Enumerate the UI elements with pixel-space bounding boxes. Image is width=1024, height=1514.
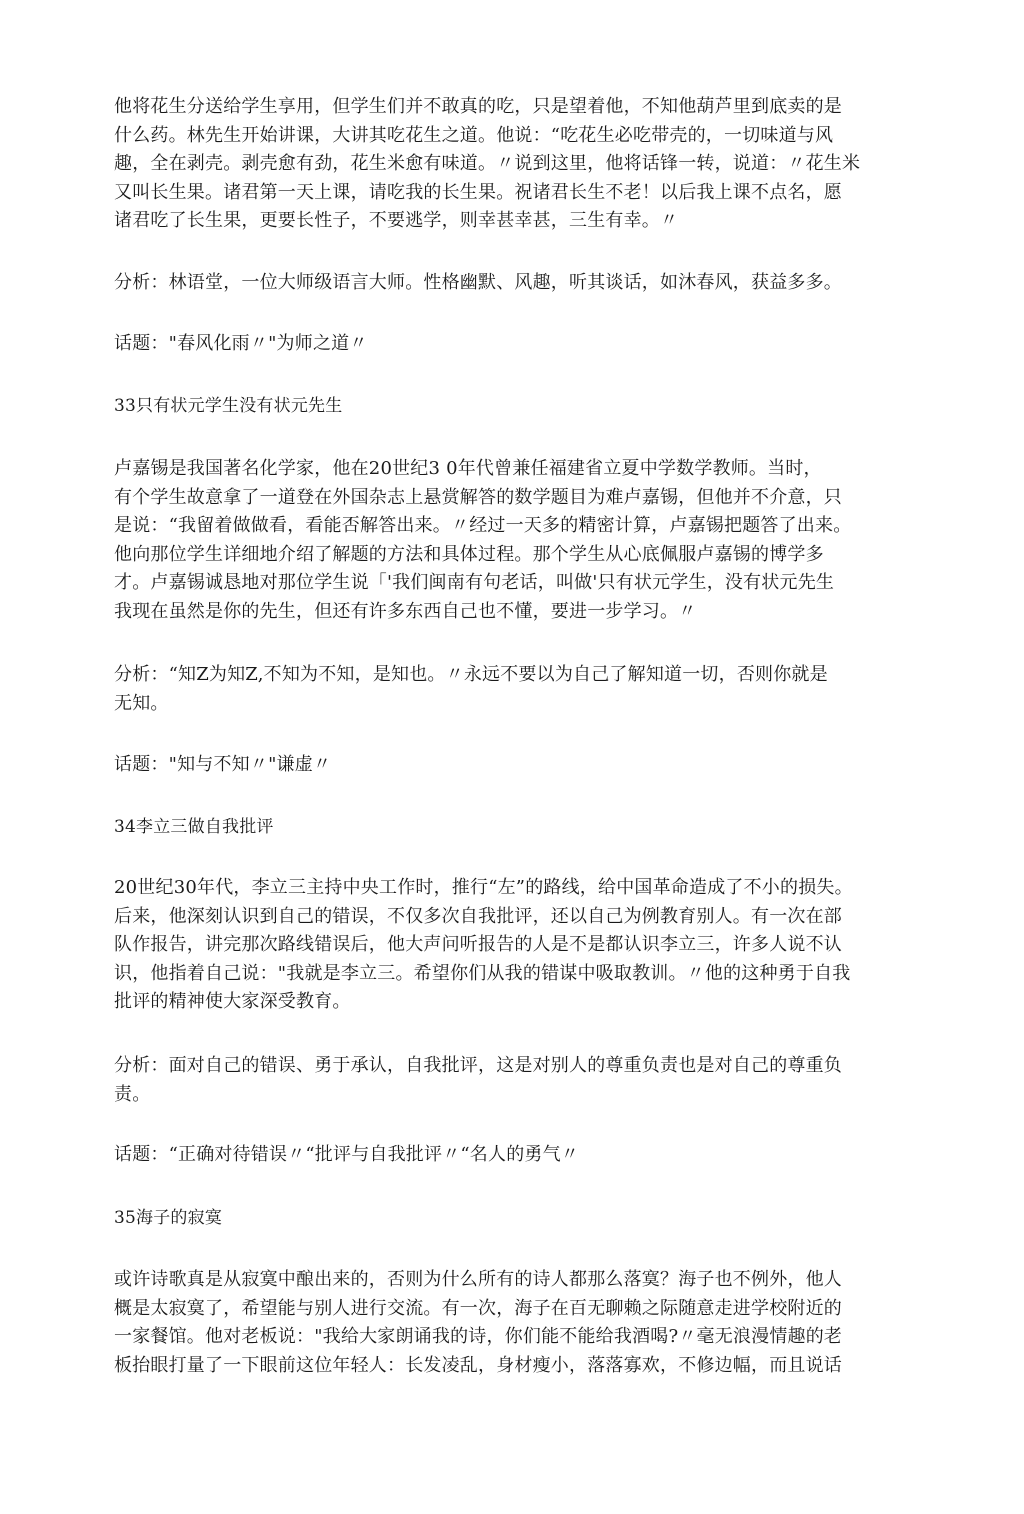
text-line: 才。卢嘉锡诚恳地对那位学生说「'我们闽南有句老话，叫做'只有状元学生，没有状元先生 xyxy=(114,572,835,593)
analysis-text: 分析：面对自己的错误、勇于承认，自我批评，这是对别人的尊重负责也是对自己的尊重负 xyxy=(114,1055,842,1076)
topic-line-lu-jiaxi xyxy=(114,751,904,780)
section-title: 34李立三做自我批评 xyxy=(114,817,274,837)
section-heading-33 xyxy=(114,392,904,421)
story-paragraph-lin-yutang xyxy=(114,93,904,236)
text-line: 他将花生分送给学生享用，但学生们并不敢真的吃，只是望着他，不知他葫芦里到底卖的是 xyxy=(114,96,842,117)
text-line: 板抬眼打量了一下眼前这位年轻人：长发凌乱，身材瘦小，落落寡欢，不修边幅，而且说话 xyxy=(114,1354,842,1376)
topic-line-li-lisan xyxy=(114,1141,904,1170)
analysis-paragraph-li-lisan xyxy=(114,1052,904,1109)
analysis-text: 责。 xyxy=(114,1083,151,1105)
analysis-paragraph-lin-yutang xyxy=(114,269,904,298)
analysis-text: 无知。 xyxy=(114,692,169,714)
text-line: 有个学生故意拿了一道登在外国杂志上悬赏解答的数学题目为难卢嘉锡，但他并不介意，只 xyxy=(114,486,842,508)
section-heading-35 xyxy=(114,1204,904,1233)
text-line: 诸君吃了长生果，更要长性子，不要逃学，则幸甚幸甚，三生有幸。〃 xyxy=(114,210,679,231)
text-line: 什么药。林先生开始讲课，大讲其吃花生之道。他说：“吃花生必吃带壳的，一切味道与风 xyxy=(114,124,834,146)
text-line: 卢嘉锡是我国著名化学家，他在20世纪3 0年代曾兼任福建省立夏中学数学教师。当时， xyxy=(114,458,822,479)
text-line: 趣，全在剥壳。剥壳愈有劲，花生米愈有味道。〃说到这里，他将话锋一转，说道：〃花生米 xyxy=(114,153,861,174)
story-paragraph-haizi xyxy=(114,1266,904,1380)
text-line: 20世纪30年代，李立三主持中央工作时，推行“左”的路线，给中国革命造成了不小的损失。 xyxy=(114,877,853,898)
text-line: 又叫长生果。诸君第一天上课，请吃我的长生果。祝诸君长生不老！以后我上课不点名，愿 xyxy=(114,181,842,203)
text-line: 我现在虽然是你的先生，但还有许多东西自己也不懂，要进一步学习。〃 xyxy=(114,600,697,622)
text-line: 队作报告，讲完那次路线错误后，他大声问听报告的人是不是都认识李立三，许多人说不认 xyxy=(114,934,842,955)
analysis-text: 分析：“知Z为知Z,不知为不知，是知也。〃永远不要以为自己了解知道一切，否则你就是 xyxy=(114,664,828,685)
section-heading-34 xyxy=(114,813,904,842)
text-line: 识，他指着自己说："我就是李立三。希望你们从我的错谋中吸取教训。〃他的这种勇于自我 xyxy=(114,962,851,984)
topic-text: 话题：“正确对待错误〃“批评与自我批评〃“名人的勇气〃 xyxy=(114,1144,580,1165)
analysis-text: 分析：林语堂，一位大师级语言大师。性格幽默、风趣，听其谈话，如沐春风，获益多多。 xyxy=(114,272,842,293)
story-paragraph-li-lisan xyxy=(114,874,904,1017)
topic-text: 话题："知与不知〃"谦虚〃 xyxy=(114,754,332,775)
topic-line-lin-yutang xyxy=(114,330,904,359)
text-line: 他向那位学生详细地介绍了解题的方法和具体过程。那个学生从心底佩服卢嘉锡的博学多 xyxy=(114,543,824,565)
story-paragraph-lu-jiaxi xyxy=(114,455,904,626)
text-line: 是说：“我留着做做看，看能否解答出来。〃经过一天多的精密计算，卢嘉锡把题答了出来。 xyxy=(114,515,852,536)
analysis-paragraph-lu-jiaxi xyxy=(114,661,904,718)
text-line: 或许诗歌真是从寂寞中酿出来的，否则为什么所有的诗人都那么落寞？海子也不例外，他人 xyxy=(114,1269,842,1290)
text-line: 批评的精神使大家深受教育。 xyxy=(114,991,351,1012)
text-line: 概是太寂寞了，希望能与别人进行交流。有一次，海子在百无聊赖之际随意走进学校附近的 xyxy=(114,1297,842,1319)
text-line: 一家餐馆。他对老板说："我给大家朗诵我的诗，你们能不能给我酒喝?〃毫无浪漫情趣的老 xyxy=(114,1326,843,1347)
text-line: 后来，他深刻认识到自己的错误，不仅多次自我批评，还以自己为例教育别人。有一次在部 xyxy=(114,905,842,927)
section-title: 35海子的寂寞 xyxy=(114,1208,223,1228)
topic-text: 话题："春风化雨〃"为师之道〃 xyxy=(114,333,368,354)
section-title: 33只有状元学生没有状元先生 xyxy=(114,396,343,416)
